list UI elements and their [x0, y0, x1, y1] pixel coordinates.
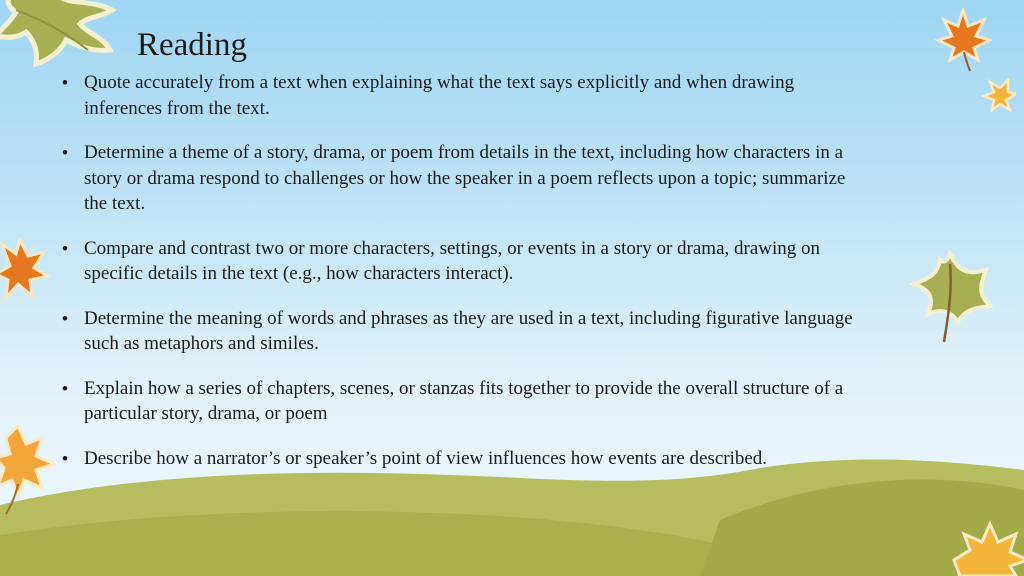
orange-leaf-icon	[934, 8, 992, 72]
green-leaf-icon	[0, 0, 132, 70]
list-item: • Compare and contrast two or more characters, settings, or events in a story or drama, drawing on specific details in the text (e.g., how characters interact).	[62, 236, 872, 287]
list-item: • Describe how a narrator’s or speaker’s point of view influences how events are described.	[62, 446, 872, 472]
yellow-leaf-icon	[0, 424, 56, 516]
page-title: Reading	[137, 27, 247, 63]
bullet-list	[62, 70, 872, 490]
list-item: • Quote accurately from a text when explaining what the text says explicitly and when drawing inferences from the text.	[62, 70, 872, 121]
orange-leaf-icon	[0, 238, 50, 304]
yellow-leaf-icon	[980, 78, 1016, 112]
list-item: • Determine the meaning of words and phrases as they are used in a text, including figurative language such as metaphors and similes.	[62, 306, 872, 357]
yellow-leaf-icon	[950, 520, 1024, 576]
green-leaf-icon	[906, 250, 994, 346]
list-item: • Explain how a series of chapters, scenes, or stanzas fits together to provide the overall structure of a particular story, drama, or poem	[62, 376, 872, 427]
list-item: • Determine a theme of a story, drama, or poem from details in the text, including how characters in a story or drama respond to challenges or how the speaker in a poem reflects upon a topic; summarize the text.	[62, 140, 872, 217]
